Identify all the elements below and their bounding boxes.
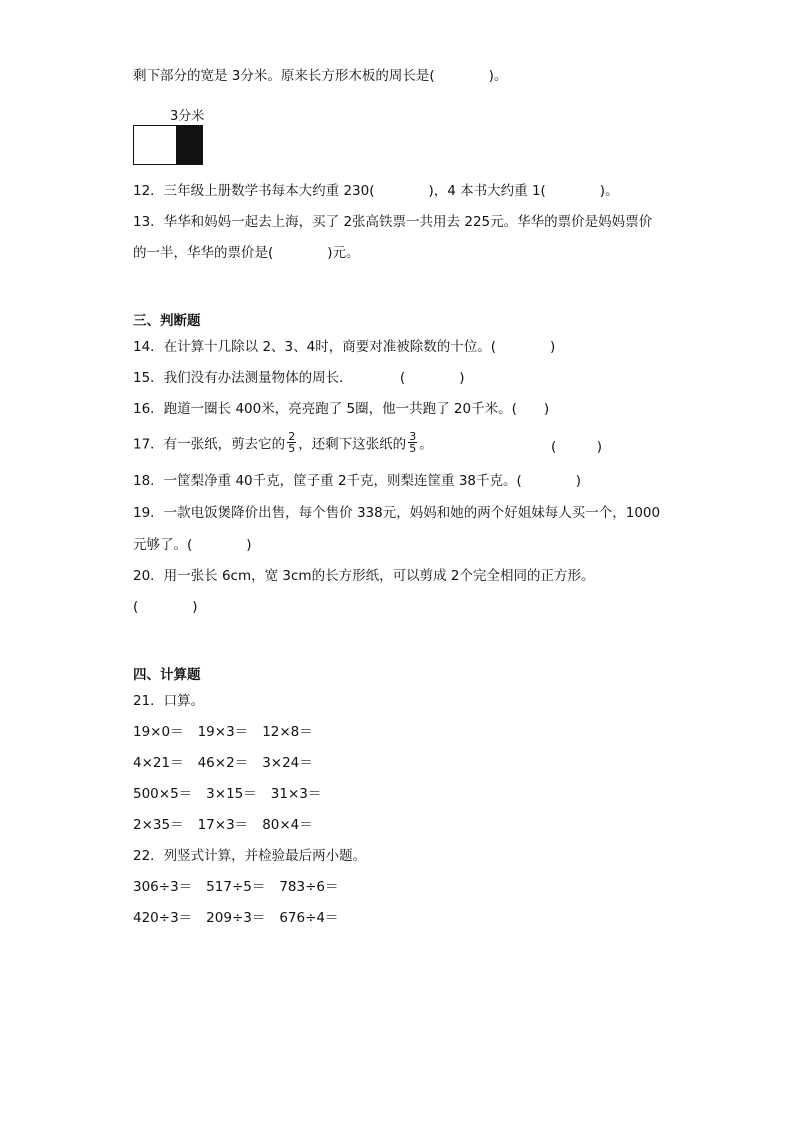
- q17-mid: ，还剩下这张纸的: [298, 436, 407, 453]
- calc-item: 3×15＝: [206, 786, 257, 802]
- shaded-part: [176, 125, 203, 165]
- q15-text: 15．我们没有办法测量物体的周长． ( ): [133, 370, 465, 386]
- q21-row: [133, 753, 327, 773]
- fraction-three-fifths: [408, 431, 417, 454]
- calc-item: 676÷4＝: [279, 910, 339, 926]
- section4-title: 四、计算题: [133, 667, 201, 683]
- calc-item: 209÷3＝: [206, 910, 266, 926]
- fraction-two-fifths: [287, 431, 296, 454]
- q17-post: 。: [419, 436, 433, 453]
- q21-row: [133, 722, 327, 742]
- q20-line1: 20．用一张长 6cm，宽 3cm的长方形纸，可以剪成 2个完全相同的正方形。: [133, 568, 595, 584]
- section3-title: 三、判断题: [133, 313, 201, 329]
- q22-row: [133, 908, 353, 928]
- fraction-numerator: 3: [409, 430, 417, 443]
- q18-text: 18．一筐梨净重 40千克，筐子重 2千克，则梨连筐重 38千克。( ): [133, 473, 582, 489]
- calc-item: 19×3＝: [197, 724, 249, 740]
- fraction-numerator: 2: [288, 430, 296, 443]
- q17-bracket: ( ): [551, 439, 603, 455]
- q13-line2: 的一半，华华的票价是( )元。: [133, 245, 360, 261]
- calc-item: 31×3＝: [270, 786, 322, 802]
- q12-text: 12．三年级上册数学书每本大约重 230( )，4 本书大约重 1( )。: [133, 183, 619, 199]
- calc-item: 783÷6＝: [279, 879, 339, 895]
- calc-item: 500×5＝: [133, 786, 193, 802]
- calc-item: 517÷5＝: [206, 879, 266, 895]
- fraction-denominator: 5: [409, 442, 417, 455]
- q22-title: 22．列竖式计算，并检验最后两小题。: [133, 848, 367, 864]
- q16-text: 16．跑道一圈长 400米，亮亮跑了 5圈，他一共跑了 20千米。( ): [133, 401, 550, 417]
- calc-item: 17×3＝: [197, 817, 249, 833]
- calc-item: 12×8＝: [262, 724, 313, 740]
- calc-item: 420÷3＝: [133, 910, 193, 926]
- q20-line2: ( ): [133, 599, 198, 615]
- calc-item: 19×0＝: [133, 724, 184, 740]
- q17-pre: 17．有一张纸，剪去它的: [133, 436, 286, 453]
- calc-item: 3×24＝: [262, 755, 313, 771]
- calc-item: 80×4＝: [262, 817, 313, 833]
- q19-line1: 19．一款电饭煲降价出售，每个售价 338元，妈妈和她的两个好姐妹每人买一个，1000: [133, 505, 661, 521]
- q21-row: [133, 784, 335, 804]
- q11-tail-text: 剩下部分的宽是 3分米。原来长方形木板的周长是( )。: [133, 68, 508, 84]
- figure-label: 3分米: [170, 109, 205, 124]
- calc-item: 2×35＝: [133, 817, 184, 833]
- q22-row: [133, 877, 353, 897]
- q13-line1: 13．华华和妈妈一起去上海，买了 2张高铁票一共用去 225元。华华的票价是妈妈票价: [133, 214, 653, 230]
- q21-row: [133, 815, 327, 835]
- fraction-denominator: 5: [288, 442, 296, 455]
- q21-title: 21．口算。: [133, 693, 205, 709]
- calc-item: 306÷3＝: [133, 879, 193, 895]
- q19-line2: 元够了。( ): [133, 537, 252, 553]
- calc-item: 46×2＝: [197, 755, 249, 771]
- calc-item: 4×21＝: [133, 755, 184, 771]
- q14-text: 14．在计算十几除以 2、3、4时，商要对准被除数的十位。( ): [133, 339, 556, 355]
- q17-text: [133, 430, 433, 456]
